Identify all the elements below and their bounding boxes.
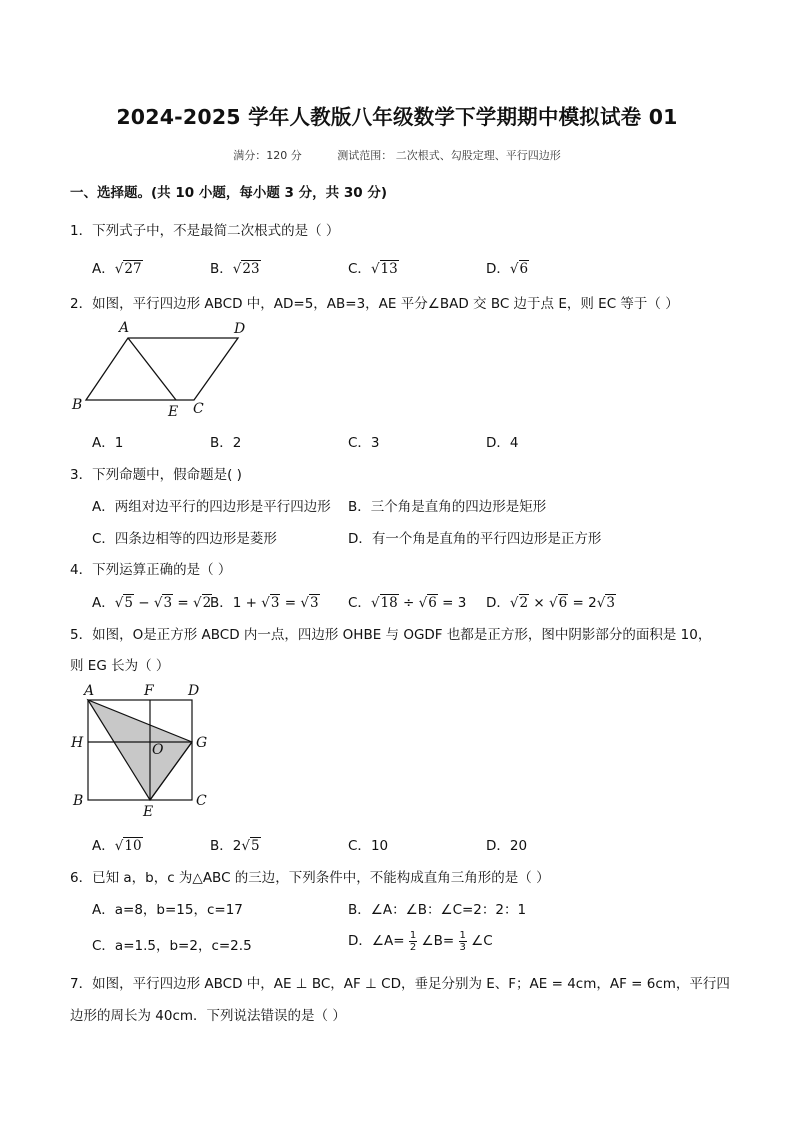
label-o: O [152,742,164,758]
label-e: E [143,804,154,820]
question-6-stem: 6．已知 a，b，c 为△ABC 的三边，下列条件中，不能构成直角三角形的是（ ） [70,870,550,886]
q1-option-b: B．√23 [210,261,260,277]
q4-option-c: C．√18 ÷ √6 = 3 [348,595,467,611]
q2-option-c: C．3 [348,435,380,451]
shaded-triangle [88,700,192,800]
question-3-stem: 3．下列命题中，假命题是( ) [70,467,242,483]
label-e: E [168,404,179,420]
q3-option-b: B．三个角是直角的四边形是矩形 [348,499,547,515]
square-figure [66,680,216,820]
question-7-stem-line1: 7．如图，平行四边形 ABCD 中，AE ⊥ BC，AF ⊥ CD，垂足分别为 E、F；AE = 4cm，AF = 6cm，平行四 [70,976,730,992]
label-g: G [196,735,208,751]
q4-option-b: B．1 + √3 = √3 [210,595,319,611]
fraction-one-half: $\frac{1}{2}$ [409,929,417,953]
question-1-stem: 1．下列式子中，不是最简二次根式的是（ ） [70,223,340,239]
q3-option-d: D．有一个角是直角的平行四边形是正方形 [348,531,602,547]
label-d: D [234,321,246,337]
q5-option-b: B．2√5 [210,838,260,854]
parallelogram-abcd [86,338,238,400]
q2-option-d: D．4 [486,435,519,451]
label-c: C [196,793,207,809]
label-b: B [72,397,83,413]
q1-option-a: A．√27 [92,261,142,277]
q5-option-c: C．10 [348,838,389,854]
q4-option-d: D．√2 × √6 = 2√3 [486,595,615,611]
label-b: B [73,793,84,809]
page-title: 2024-2025 学年人教版八年级数学下学期期中模拟试卷 01 [116,105,678,129]
exam-meta [0,147,794,163]
q6-option-a: A．a=8，b=15，c=17 [92,902,243,918]
label-a: A [119,320,130,336]
label-a: A [84,683,95,699]
label-c: C [193,401,204,417]
question-5-stem-line1: 5．如图，O是正方形 ABCD 内一点，四边形 OHBE 与 OGDF 也都是正方形，图中阴影部分的面积是 10， [70,627,712,643]
scope-text: 测试范围： 二次根式、勾股定理、平行四边形 [337,149,561,162]
score-text: 满分：120 分 [233,149,302,162]
q6-option-d: D．∠A= $\frac{1}{2}$ ∠B= $\frac{1}{3}$ ∠C [348,929,493,953]
q3-option-c: C．四条边相等的四边形是菱形 [92,531,277,547]
fraction-one-third: $\frac{1}{3}$ [459,929,466,953]
label-d: D [188,683,200,699]
q6-option-b: B．∠A：∠B：∠C=2：2：1 [348,902,527,918]
question-2-stem: 2．如图，平行四边形 ABCD 中，AD=5，AB=3，AE 平分∠BAD 交 BC 边于点 E，则 EC 等于（ ） [70,296,679,312]
question-5-stem-line2: 则 EG 长为（ ） [70,658,170,674]
q3-option-a: A．两组对边平行的四边形是平行四边形 [92,499,331,515]
q2-option-b: B．2 [210,435,242,451]
label-h: H [71,735,84,751]
q1-option-d: D．√6 [486,261,529,277]
q4-option-a: A．√5 − √3 = √2 [92,595,212,611]
question-7-stem-line2: 边形的周长为 40cm．下列说法错误的是（ ） [70,1008,346,1024]
parallelogram-figure [66,316,266,422]
label-f: F [144,683,154,699]
segment-ae [128,338,176,400]
q2-option-a: A．1 [92,435,124,451]
q6-option-c: C．a=1.5，b=2，c=2.5 [92,938,252,954]
q1-option-c: C．√13 [348,261,398,277]
section-heading: 一、选择题。(共 10 小题，每小题 3 分，共 30 分) [70,185,388,201]
q5-option-a: A．√10 [92,838,142,854]
question-4-stem: 4．下列运算正确的是（ ） [70,562,232,578]
q5-option-d: D．20 [486,838,528,854]
